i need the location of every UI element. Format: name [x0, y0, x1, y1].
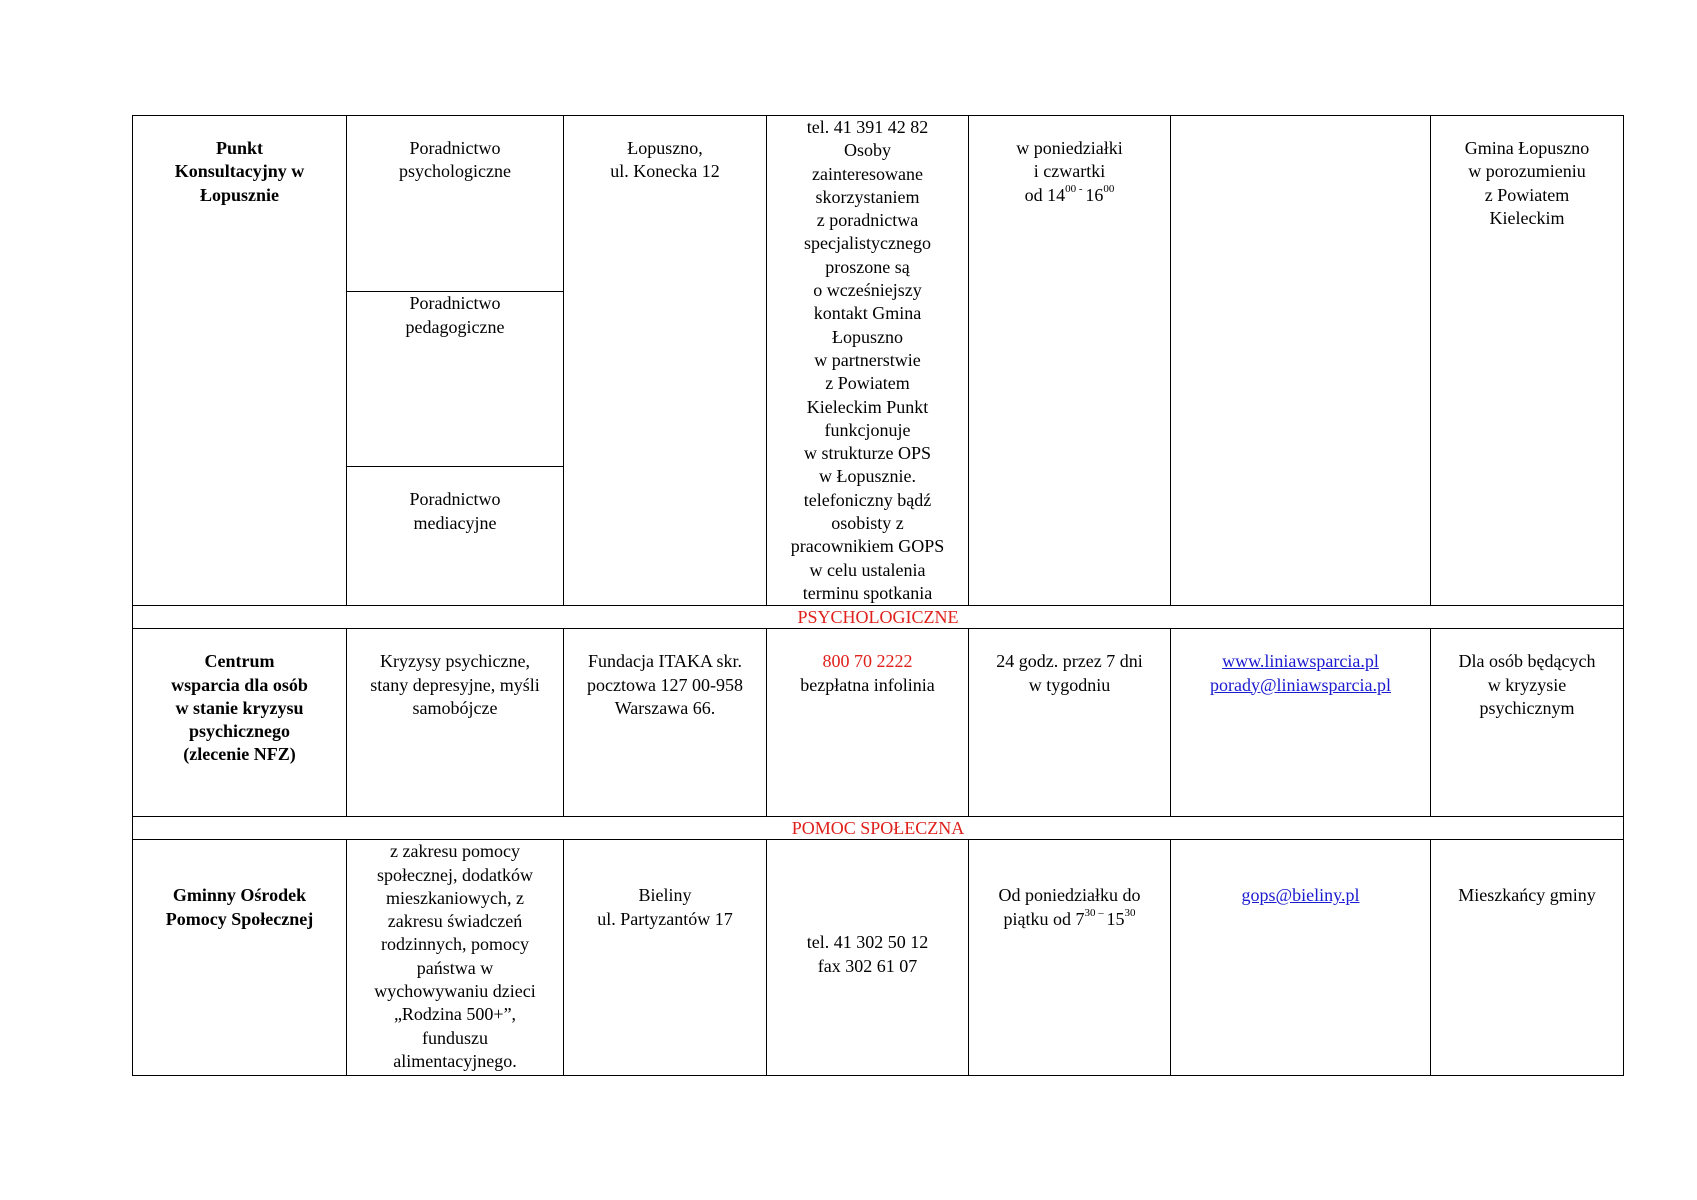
address-text: ul. Partyzantów 17 [597, 908, 733, 929]
phone-number: tel. 41 302 50 12 [806, 932, 929, 953]
institution-name-cell [133, 116, 347, 606]
institution-name: Pomocy Społecznej [165, 908, 314, 929]
service-text: „Rodzina 500+”, [393, 1004, 517, 1025]
address-text: pocztowa 127 00-958 [587, 674, 743, 695]
contact-text: specjalistycznego [804, 233, 931, 254]
email-link[interactable]: porady@liniawsparcia.pl [1209, 674, 1392, 695]
service-text: Poradnictwo [409, 138, 501, 158]
institution-name-cell [133, 840, 347, 1076]
phone-note: bezpłatna infolinia [800, 674, 935, 695]
fax-number: fax 302 61 07 [817, 955, 918, 976]
service-cell [347, 629, 564, 817]
service-cell [347, 292, 564, 467]
notes-text: Dla osób będących [1458, 651, 1596, 672]
phone-number: tel. 41 391 42 82 [806, 117, 929, 137]
section-title: PSYCHOLOGICZNE [133, 606, 1624, 629]
address-text: ul. Konecka 12 [610, 161, 720, 182]
service-text: społecznej, dodatków [377, 864, 533, 885]
notes-cell [1431, 840, 1624, 1076]
service-text: państwa w [416, 957, 494, 978]
contact-text: terminu spotkania [802, 582, 933, 603]
institution-name: Punkt [215, 138, 264, 158]
hours-text: i czwartki [1033, 161, 1106, 182]
contact-text: z Powiatem [825, 373, 910, 394]
section-header-row [133, 817, 1624, 840]
contact-text: zainteresowane [812, 163, 923, 184]
contact-cell [767, 629, 969, 817]
table-row [133, 840, 1624, 1076]
notes-text: Mieszkańcy gminy [1458, 885, 1596, 906]
section-header-row [133, 606, 1624, 629]
contact-text: o wcześniejszy [813, 280, 922, 301]
service-text: psychologiczne [399, 161, 511, 182]
hours-text: 24 godz. przez 7 dni [996, 651, 1143, 672]
institution-name: wsparcia dla osób [171, 674, 308, 695]
institution-name: Gminny Ośrodek [172, 885, 307, 906]
service-cell [347, 116, 564, 292]
hours-text: w poniedziałki [1016, 138, 1123, 158]
service-text: Poradnictwo [409, 293, 501, 314]
address-text: Łopuszno, [627, 138, 703, 158]
hours-text: Od poniedziałku do [998, 885, 1141, 906]
web-cell [1171, 840, 1431, 1076]
contact-text: pracownikiem GOPS [790, 536, 945, 557]
hours-text: piątku od $7^{30 -}$ $15^{30}$ [1003, 906, 1136, 929]
contact-text: telefoniczny bądź [803, 489, 932, 510]
notes-cell [1431, 629, 1624, 817]
service-text: mieszkaniowych, z [386, 887, 524, 908]
website-link[interactable]: www.liniawsparcia.pl [1222, 651, 1379, 672]
contact-text: w strukturze OPS [804, 443, 931, 464]
address-text: Fundacja ITAKA skr. [587, 651, 743, 672]
address-cell [564, 840, 767, 1076]
service-text: pedagogiczne [405, 316, 505, 337]
service-text: Kryzysy psychiczne, [380, 651, 530, 672]
institution-name: psychicznego [189, 721, 290, 742]
contact-text: z poradnictwa [816, 210, 919, 231]
institution-name: Konsultacyjny w [174, 161, 305, 182]
services-table [132, 115, 1624, 1076]
service-cell [347, 840, 564, 1076]
service-text: Poradnictwo [409, 489, 501, 510]
institution-name: Centrum [204, 651, 275, 672]
address-cell [564, 629, 767, 817]
contact-text: w Łopusznie. [819, 466, 916, 487]
address-text: Bieliny [638, 885, 692, 906]
notes-text: z Powiatem [1484, 184, 1570, 205]
notes-text: Kieleckim [1489, 207, 1565, 228]
hours-text: od $14^{00 -}$ $16^{00}$ [1024, 182, 1115, 205]
institution-name: Łopusznie [199, 184, 280, 205]
hours-cell [969, 116, 1171, 606]
notes-cell [1431, 116, 1624, 606]
address-cell [564, 116, 767, 606]
section-title: POMOC SPOŁECZNA [133, 817, 1624, 840]
contact-text: Kieleckim Punkt [806, 396, 929, 417]
contact-text: skorzystaniem [815, 186, 920, 207]
contact-text: funkcjonuje [824, 419, 911, 440]
email-link[interactable]: gops@bieliny.pl [1241, 885, 1360, 906]
service-text: mediacyjne [413, 512, 497, 533]
hours-cell [969, 840, 1171, 1076]
hours-cell [969, 629, 1171, 817]
service-text: wychowywaniu dzieci [374, 981, 536, 1002]
service-text: rodzinnych, pomocy [381, 934, 529, 955]
notes-text: psychicznym [1479, 697, 1575, 718]
address-text: Warszawa 66. [614, 697, 716, 718]
contact-text: osobisty z [831, 513, 904, 534]
table-row [133, 116, 1624, 292]
contact-text: w celu ustalenia [809, 559, 926, 580]
contact-cell [767, 116, 969, 606]
notes-text: w porozumieniu [1468, 161, 1586, 182]
phone-number: 800 70 2222 [822, 651, 913, 672]
service-text: zakresu świadczeń [387, 911, 523, 932]
service-text: alimentacyjnego. [393, 1050, 517, 1071]
contact-text: Łopuszno [832, 326, 903, 347]
contact-cell [767, 840, 969, 1076]
institution-name-cell [133, 629, 347, 817]
notes-text: w kryzysie [1487, 674, 1567, 695]
web-cell [1171, 116, 1431, 606]
service-text: stany depresyjne, myśli [370, 674, 540, 695]
institution-name: w stanie kryzysu [175, 697, 304, 718]
notes-text: Gmina Łopuszno [1464, 138, 1590, 158]
institution-name: (zlecenie NFZ) [183, 744, 296, 765]
contact-text: kontakt Gmina [813, 303, 922, 324]
table-row [133, 629, 1624, 817]
web-cell [1171, 629, 1431, 817]
contact-text: proszone są [825, 256, 910, 277]
service-cell [347, 467, 564, 606]
service-text: z zakresu pomocy [390, 841, 520, 862]
contact-text: w partnerstwie [814, 349, 921, 370]
service-text: funduszu [422, 1027, 488, 1048]
service-text: samobójcze [412, 697, 498, 718]
contact-text: Osoby [843, 140, 891, 161]
hours-text: w tygodniu [1028, 674, 1111, 695]
